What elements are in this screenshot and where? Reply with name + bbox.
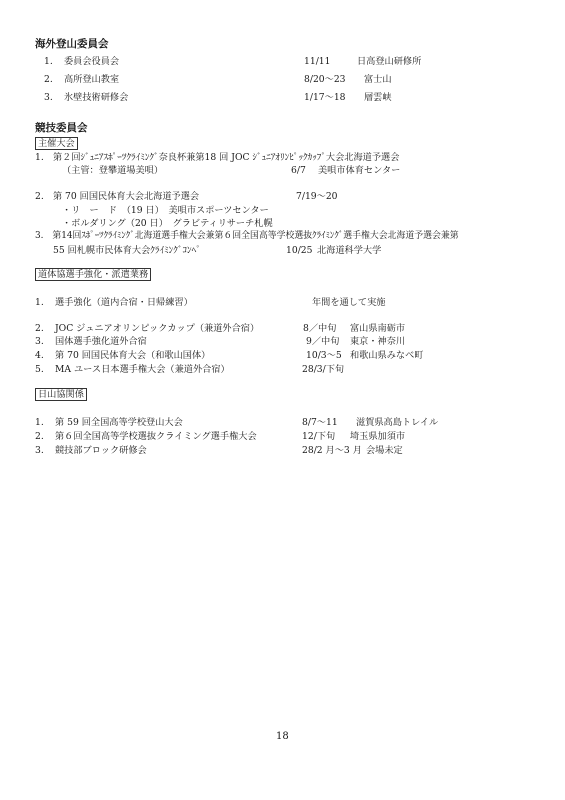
page-number: 18 [276,731,289,742]
section-title-overseas: 海外登山委員会 [35,38,109,50]
item-date: 7/19～20 [296,191,338,202]
item-text: 3. 第14回ｽﾎﾟｰﾂｸﾗｲﾐﾝｸﾞ北海道選手権大会兼第６回全国高等学校選抜ｸﾗｲﾐﾝｸﾞ選手権大会北海道予選会兼第 [35,231,459,241]
subsection-label-hosted: 主催大会 [35,137,78,150]
subsection-label-jma: 日山協関係 [35,388,87,401]
item-date: 10/25 [286,245,313,256]
item-text: 2. 第 70 回国民体育大会北海道予選会 [35,191,200,202]
subsection-label-enhancement: 道体協選手強化・派遣業務 [35,268,151,281]
item-text: ・ボルダリング（20 日） グラビティリサーチ札幌 [62,218,273,229]
item-text: ・リ ー ド （19 日） 美唄市スポーツセンター [62,205,269,216]
section-title-competition: 競技委員会 [35,122,88,134]
item-place: 美唄市体育センター [318,165,401,176]
item-text: 1. 第２回ｼﾞｭﾆｱｽﾎﾟｰﾂｸﾗｲﾐﾝｸﾞ奈良杯兼第18 回 JOC ｼﾞｭﾆｱｵﾘﾝﾋﾟｯｸｶｯﾌﾟ大会北海道予選会 [35,152,400,163]
item-text: 55 回札幌市民体育大会ｸﾗｲﾐﾝｸﾞｺﾝﾍﾟ [53,245,201,256]
item-text: （主管：登攀道場美唄） [62,165,164,176]
item-place: 北海道科学大学 [317,245,382,256]
item-date: 6/7 [291,165,306,176]
